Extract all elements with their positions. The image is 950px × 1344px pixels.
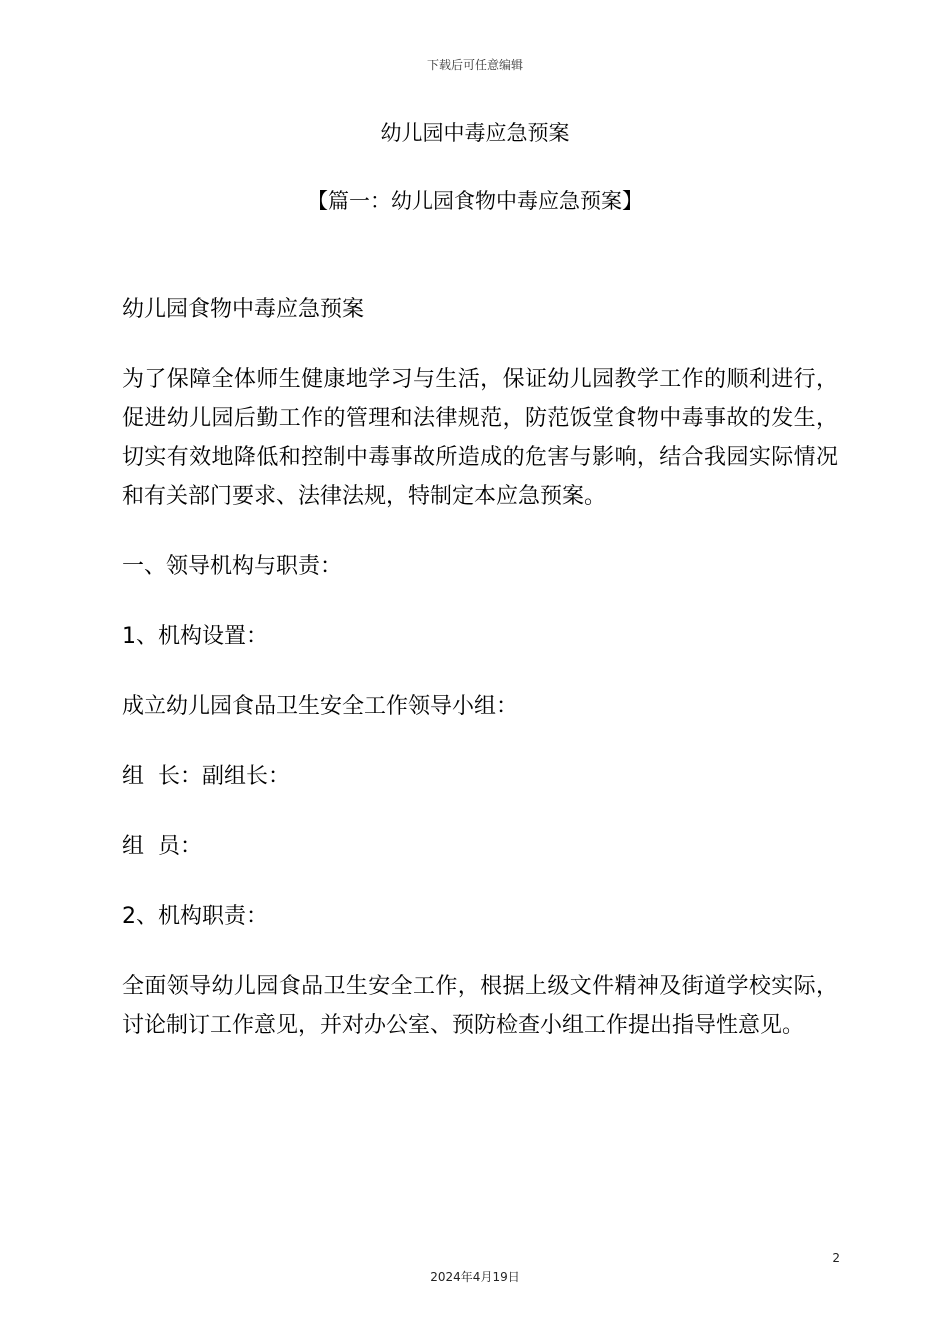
paragraph-group-formation: 成立幼儿园食品卫生安全工作领导小组： <box>122 694 519 719</box>
paragraph-org-duties: 2、机构职责： <box>122 904 268 929</box>
document-body <box>116 290 838 1076</box>
paragraph-duties-detail: 全面领导幼儿园食品卫生安全工作，根据上级文件精神及街道学校实际，讨论制订工作意见，并对办公室、预防检查小组工作提出指导性意见。 <box>122 974 838 1038</box>
paragraph-org-setup: 1、机构设置： <box>122 624 268 649</box>
page-number: 2 <box>832 1251 840 1265</box>
paragraph-purpose: 为了保障全体师生健康地学习与生活，保证幼儿园教学工作的顺利进行，促进幼儿园后勤工作的管理和法律规范，防范饭堂食物中毒事故的发生，切实有效地降低和控制中毒事故所造成的危害与影响，结合我园实际情况和有关部门要求、法律法规，特制定本应急预案。 <box>122 367 838 509</box>
header-note: 下载后可任意编辑 <box>426 58 523 72</box>
footer-date: 2024年4月19日 <box>430 1270 520 1284</box>
document-title: 幼儿园中毒应急预案 <box>380 121 570 145</box>
paragraph-group-members: 组 员： <box>122 834 202 859</box>
paragraph-subtitle: 幼儿园食物中毒应急预案 <box>122 297 365 322</box>
paragraph-heading-leadership: 一、领导机构与职责： <box>122 554 343 579</box>
section-title: 【篇一：幼儿园食物中毒应急预案】 <box>307 189 643 213</box>
paragraph-group-leader: 组 长：副组长： <box>122 764 290 789</box>
